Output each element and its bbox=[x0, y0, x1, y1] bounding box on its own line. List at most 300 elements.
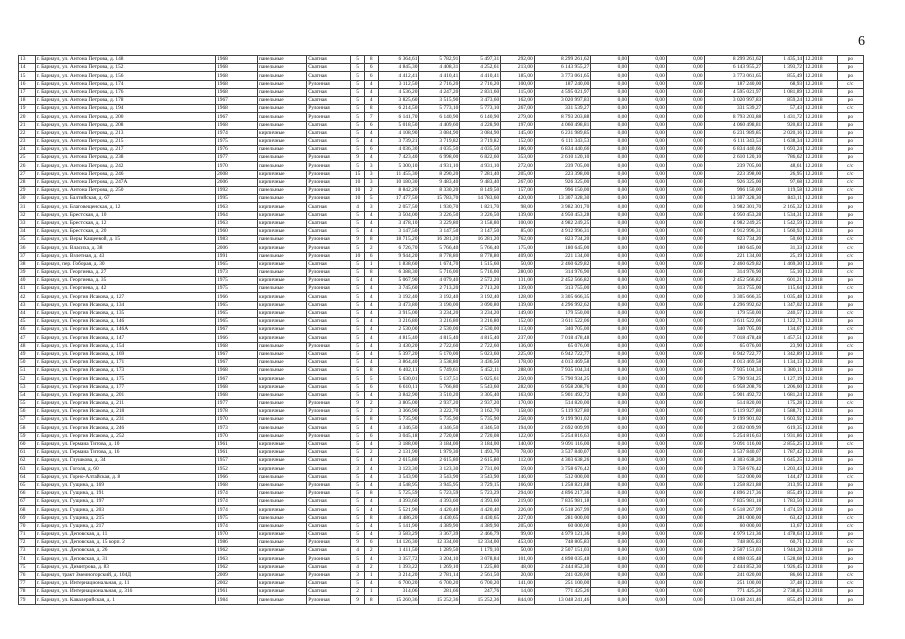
cell-fund-subsidy: 0,00 bbox=[591, 563, 629, 571]
cell-fund-method: ро bbox=[837, 113, 863, 121]
cell-deadline: 12.2018 bbox=[804, 72, 838, 80]
cell-budget-funds: 0,00 bbox=[629, 187, 667, 195]
cell-fund-subsidy: 0,00 bbox=[591, 367, 629, 375]
cell-floors: 5 bbox=[351, 211, 365, 219]
cell-floors: 4 bbox=[351, 563, 365, 571]
cell-roof-type: Скатная bbox=[307, 358, 351, 366]
cell-total-cost: 7 835 981,18 bbox=[534, 498, 591, 506]
cell-fund-method: ро bbox=[837, 293, 863, 301]
cell-total-cost: 4 896 217,36 bbox=[534, 489, 591, 497]
cell-row-number: 39 bbox=[19, 268, 36, 276]
cell-total-cost: 8 299 261,62 bbox=[534, 56, 591, 64]
cell-floors: 5 bbox=[351, 342, 365, 350]
cell-total-area: 2 131,90 bbox=[378, 449, 419, 457]
cell-owner-contributions: 4 303 638,26 bbox=[704, 457, 763, 465]
cell-entrances: 4 bbox=[364, 498, 378, 506]
cell-address: г. Барнаул, ул. Гоголя, д. 60 bbox=[35, 465, 215, 473]
cell-roof-type: Скатная bbox=[307, 465, 351, 473]
cell-roof-type: Скатная bbox=[307, 309, 351, 317]
cell-year-built: 1968 bbox=[216, 56, 258, 64]
cell-wall-material: кирпичные bbox=[258, 571, 307, 579]
cell-floors: 10 bbox=[351, 178, 365, 186]
cell-year-built: 1986 bbox=[216, 539, 258, 547]
cell-owner-funds: 0,00 bbox=[666, 539, 704, 547]
cell-fund-method: ро bbox=[837, 301, 863, 309]
cell-budget-funds: 0,00 bbox=[629, 219, 667, 227]
cell-living-area: 5 766,40 bbox=[419, 244, 460, 252]
cell-residents: 99,00 bbox=[501, 530, 535, 538]
cell-address: г. Барнаул, ул. Деповская, д. 11 bbox=[35, 530, 215, 538]
cell-owner-funds: 0,00 bbox=[666, 367, 704, 375]
cell-fund-subsidy: 0,00 bbox=[591, 588, 629, 596]
cell-budget-funds: 0,00 bbox=[629, 195, 667, 203]
cell-unit-cost: 48,61 bbox=[763, 162, 804, 170]
cell-living-area: 4 035,50 bbox=[419, 146, 460, 154]
cell-row-number: 37 bbox=[19, 252, 36, 260]
cell-wall-material: кирпичные bbox=[258, 203, 307, 211]
cell-owner-funds: 0,00 bbox=[666, 580, 704, 588]
cell-total-cost: 4 595 021,97 bbox=[534, 88, 591, 96]
cell-living-area: 16 281,20 bbox=[419, 236, 460, 244]
cell-total-cost: 6 958 208,76 bbox=[534, 383, 591, 391]
cell-year-built: 2006 bbox=[216, 244, 258, 252]
cell-residents: 185,00 bbox=[501, 72, 535, 80]
cell-budget-funds: 0,00 bbox=[629, 203, 667, 211]
cell-residents: 282,00 bbox=[501, 383, 535, 391]
cell-fund-subsidy: 0,00 bbox=[591, 277, 629, 285]
cell-living-area: 3 184,00 bbox=[419, 440, 460, 448]
cell-residential-area: 3 305,40 bbox=[460, 391, 501, 399]
cell-unit-cost: 37,48 bbox=[763, 580, 804, 588]
cell-deadline: 12.2018 bbox=[804, 277, 838, 285]
cell-total-area: 4 036,30 bbox=[378, 146, 419, 154]
cell-total-area: 18 715,20 bbox=[378, 236, 419, 244]
cell-total-area: 7 423,40 bbox=[378, 154, 419, 162]
cell-year-built: 1977 bbox=[216, 399, 258, 407]
table-row bbox=[19, 539, 864, 547]
cell-roof-type: Рулонная bbox=[307, 80, 351, 88]
cell-residents: 279,00 bbox=[501, 113, 535, 121]
cell-floors: 5 bbox=[351, 514, 365, 522]
cell-unit-cost: 1 206,60 bbox=[763, 383, 804, 391]
cell-residential-area: 5 735,90 bbox=[460, 416, 501, 424]
cell-total-area: 6 726,70 bbox=[378, 244, 419, 252]
cell-owner-contributions: 3 537 840,07 bbox=[704, 449, 763, 457]
cell-owner-funds: 0,00 bbox=[666, 498, 704, 506]
cell-total-cost: 9 091 116,00 bbox=[534, 440, 591, 448]
cell-row-number: 32 bbox=[19, 211, 36, 219]
cell-total-area: 6 214,50 bbox=[378, 105, 419, 113]
cell-fund-subsidy: 0,00 bbox=[591, 129, 629, 137]
cell-living-area: 2 937,20 bbox=[419, 399, 460, 407]
cell-owner-contributions: 221 134,00 bbox=[704, 252, 763, 260]
cell-wall-material: панельные bbox=[258, 64, 307, 72]
cell-total-cost: 4 912 996,31 bbox=[534, 227, 591, 235]
cell-floors: 5 bbox=[351, 383, 365, 391]
cell-entrances: 4 bbox=[364, 465, 378, 473]
cell-total-area: 3 430,20 bbox=[378, 342, 419, 350]
cell-floors: 5 bbox=[351, 129, 365, 137]
cell-floors: 5 bbox=[351, 358, 365, 366]
cell-total-area: 3 112,50 bbox=[378, 80, 419, 88]
cell-living-area: 3 147,50 bbox=[419, 227, 460, 235]
table-row bbox=[19, 580, 864, 588]
cell-living-area: 8 330,20 bbox=[419, 187, 460, 195]
cell-owner-funds: 0,00 bbox=[666, 219, 704, 227]
cell-roof-type: Рулонная bbox=[307, 408, 351, 416]
cell-total-area: 3 357,72 bbox=[378, 555, 419, 563]
cell-deadline: 12.2018 bbox=[804, 596, 838, 604]
cell-roof-type: Скатная bbox=[307, 334, 351, 342]
cell-residential-area: 4 035,50 bbox=[460, 146, 501, 154]
cell-owner-funds: 0,00 bbox=[666, 244, 704, 252]
cell-unit-cost: 119,58 bbox=[763, 187, 804, 195]
cell-deadline: 12.2018 bbox=[804, 318, 838, 326]
cell-owner-funds: 0,00 bbox=[666, 350, 704, 358]
cell-residents: 288,00 bbox=[501, 367, 535, 375]
cell-total-cost: 5 790 934,25 bbox=[534, 375, 591, 383]
cell-fund-subsidy: 0,00 bbox=[591, 506, 629, 514]
cell-row-number: 26 bbox=[19, 162, 36, 170]
cell-floors: 5 bbox=[351, 80, 365, 88]
cell-fund-method: ро bbox=[837, 260, 863, 268]
cell-owner-funds: 0,00 bbox=[666, 236, 704, 244]
cell-wall-material: кирпичные bbox=[258, 547, 307, 555]
cell-address: г. Барнаул, ул. Георгия Исакова, д. 201 bbox=[35, 391, 215, 399]
cell-roof-type: Рулонная bbox=[307, 399, 351, 407]
cell-deadline: 12.2018 bbox=[804, 334, 838, 342]
cell-total-cost: 4 013 469,58 bbox=[534, 358, 591, 366]
cell-total-area: 4 815,40 bbox=[378, 334, 419, 342]
cell-wall-material: панельные bbox=[258, 96, 307, 104]
cell-fund-method: ро bbox=[837, 227, 863, 235]
cell-row-number: 44 bbox=[19, 309, 36, 317]
cell-residential-area: 6 822,60 bbox=[460, 154, 501, 162]
cell-residential-area: 1 821,70 bbox=[460, 203, 501, 211]
table-row bbox=[19, 326, 864, 334]
cell-budget-funds: 0,00 bbox=[629, 489, 667, 497]
cell-entrances: 4 bbox=[364, 555, 378, 563]
table-row bbox=[19, 113, 864, 121]
cell-entrances: 2 bbox=[364, 187, 378, 195]
cell-year-built: 1978 bbox=[216, 408, 258, 416]
cell-residents: 115,00 bbox=[501, 88, 535, 96]
cell-budget-funds: 0,00 bbox=[629, 563, 667, 571]
cell-total-cost: 239 705,00 bbox=[534, 162, 591, 170]
cell-fund-subsidy: 0,00 bbox=[591, 416, 629, 424]
cell-owner-contributions: 340 705,00 bbox=[704, 326, 763, 334]
cell-residents: 113,00 bbox=[501, 326, 535, 334]
cell-address: г. Барнаул, ул. Антона Петрова, д. 238 bbox=[35, 154, 215, 162]
cell-living-area: 3 226,50 bbox=[419, 211, 460, 219]
cell-residential-area: 3 192,40 bbox=[460, 293, 501, 301]
cell-total-area: 5 141,90 bbox=[378, 522, 419, 530]
cell-deadline: 12.2018 bbox=[804, 252, 838, 260]
cell-row-number: 53 bbox=[19, 383, 36, 391]
cell-owner-contributions: 223 398,00 bbox=[704, 170, 763, 178]
cell-unit-cost: 175,28 bbox=[763, 399, 804, 407]
cell-unit-cost: 1 393,72 bbox=[763, 64, 804, 72]
cell-entrances: 3 bbox=[364, 178, 378, 186]
cell-total-area: 3 188,00 bbox=[378, 440, 419, 448]
cell-living-area: 281,66 bbox=[419, 588, 460, 596]
cell-owner-funds: 0,00 bbox=[666, 121, 704, 129]
cell-entrances: 4 bbox=[364, 580, 378, 588]
cell-residential-area: 5 497,31 bbox=[460, 56, 501, 64]
cell-total-cost: 4 296 992,62 bbox=[534, 301, 591, 309]
cell-deadline: 12.2018 bbox=[804, 187, 838, 195]
cell-year-built: 1966 bbox=[216, 334, 258, 342]
cell-deadline: 12.2018 bbox=[804, 408, 838, 416]
cell-residential-area: 15 252,36 bbox=[460, 596, 501, 604]
cell-fund-method: ро bbox=[837, 563, 863, 571]
cell-deadline: 12.2018 bbox=[804, 522, 838, 530]
cell-total-area: 314,06 bbox=[378, 588, 419, 596]
cell-budget-funds: 0,00 bbox=[629, 260, 667, 268]
cell-wall-material: кирпичные bbox=[258, 530, 307, 538]
cell-address: г. Барнаул, ул. Взлетная, д. 43 bbox=[35, 252, 215, 260]
cell-address: г. Барнаул, ул. Глушкова, д. 34 bbox=[35, 457, 215, 465]
cell-total-area: 4 536,20 bbox=[378, 88, 419, 96]
cell-year-built: 1970 bbox=[216, 416, 258, 424]
cell-unit-cost: 843,11 bbox=[763, 195, 804, 203]
cell-total-area: 5 397,20 bbox=[378, 350, 419, 358]
cell-total-cost: 6 231 989,85 bbox=[534, 129, 591, 137]
table-row bbox=[19, 440, 864, 448]
cell-floors: 10 bbox=[351, 187, 365, 195]
cell-floors: 10 bbox=[351, 252, 365, 260]
cell-total-area: 3 045,18 bbox=[378, 432, 419, 440]
cell-roof-type: Рулонная bbox=[307, 481, 351, 489]
cell-floors: 5 bbox=[351, 449, 365, 457]
cell-address: г. Барнаул, ул. Георгия Исакова, д. 134 bbox=[35, 301, 215, 309]
cell-total-cost: 5 254 816,63 bbox=[534, 432, 591, 440]
cell-entrances: 3 bbox=[364, 162, 378, 170]
table-row bbox=[19, 424, 864, 432]
cell-fund-subsidy: 0,00 bbox=[591, 146, 629, 154]
cell-living-area: 4 079,40 bbox=[419, 277, 460, 285]
cell-living-area: 3 945,95 bbox=[419, 481, 460, 489]
cell-owner-contributions: 5 119 927,80 bbox=[704, 408, 763, 416]
cell-living-area: 3 123,30 bbox=[419, 465, 460, 473]
cell-residential-area: 2 716,20 bbox=[460, 80, 501, 88]
cell-roof-type: Скатная bbox=[307, 260, 351, 268]
cell-unit-cost: 1 134,13 bbox=[763, 358, 804, 366]
cell-budget-funds: 0,00 bbox=[629, 178, 667, 186]
table-row bbox=[19, 342, 864, 350]
cell-fund-method: ро bbox=[837, 530, 863, 538]
cell-roof-type: Скатная bbox=[307, 563, 351, 571]
cell-owner-funds: 0,00 bbox=[666, 473, 704, 481]
cell-row-number: 42 bbox=[19, 293, 36, 301]
cell-total-area: 3 739,21 bbox=[378, 137, 419, 145]
cell-total-cost: 241 020,00 bbox=[534, 571, 591, 579]
cell-year-built: 1968 bbox=[216, 72, 258, 80]
cell-roof-type: Скатная bbox=[307, 129, 351, 137]
cell-year-built: 1973 bbox=[216, 424, 258, 432]
table-row bbox=[19, 588, 864, 596]
cell-address: г. Барнаул, ул. Георгия Исакова, д. 231 bbox=[35, 416, 215, 424]
cell-living-area: 6 700,20 bbox=[419, 580, 460, 588]
cell-living-area: 5 735,90 bbox=[419, 416, 460, 424]
cell-total-area: 17 477,50 bbox=[378, 195, 419, 203]
table-row bbox=[19, 571, 864, 579]
cell-residents: 267,00 bbox=[501, 105, 535, 113]
cell-deadline: 12.2018 bbox=[804, 489, 838, 497]
cell-living-area: 4 408,31 bbox=[419, 64, 460, 72]
cell-residential-area: 3 084,90 bbox=[460, 129, 501, 137]
cell-owner-contributions: 3 758 676,42 bbox=[704, 465, 763, 473]
cell-year-built: 1964 bbox=[216, 211, 258, 219]
cell-wall-material: кирпичные bbox=[258, 277, 307, 285]
cell-residential-area: 5 723,29 bbox=[460, 489, 501, 497]
cell-wall-material: панельные bbox=[258, 358, 307, 366]
cell-wall-material: панельные bbox=[258, 236, 307, 244]
cell-residents: 157,00 bbox=[501, 187, 535, 195]
cell-budget-funds: 0,00 bbox=[629, 72, 667, 80]
cell-fund-subsidy: 0,00 bbox=[591, 432, 629, 440]
cell-floors: 15 bbox=[351, 170, 365, 178]
table-row bbox=[19, 391, 864, 399]
cell-roof-type: Скатная bbox=[307, 473, 351, 481]
cell-total-area: 4 108,90 bbox=[378, 129, 419, 137]
cell-fund-method: с/с bbox=[837, 440, 863, 448]
cell-roof-type: Скатная bbox=[307, 318, 351, 326]
cell-fund-subsidy: 0,00 bbox=[591, 391, 629, 399]
cell-owner-contributions: 5 901 492,72 bbox=[704, 391, 763, 399]
cell-deadline: 12.2018 bbox=[804, 449, 838, 457]
cell-living-area: 4 420,40 bbox=[419, 506, 460, 514]
cell-fund-method: с/с bbox=[837, 80, 863, 88]
cell-unit-cost: 313,95 bbox=[763, 481, 804, 489]
cell-residents: 48,00 bbox=[501, 563, 535, 571]
cell-total-area: 5 725,59 bbox=[378, 489, 419, 497]
cell-address: г. Барнаул, ул. Георгиева, д. 27 bbox=[35, 268, 215, 276]
table-row bbox=[19, 285, 864, 293]
cell-row-number: 65 bbox=[19, 481, 36, 489]
cell-owner-contributions: 331 539,27 bbox=[704, 105, 763, 113]
cell-living-area: 1 979,30 bbox=[419, 449, 460, 457]
cell-row-number: 62 bbox=[19, 457, 36, 465]
cell-owner-contributions: 9 199 901,02 bbox=[704, 416, 763, 424]
cell-address: г. Барнаул, ул. Гущина, д. 203 bbox=[35, 506, 215, 514]
cell-residents: 219,00 bbox=[501, 498, 535, 506]
cell-owner-funds: 0,00 bbox=[666, 318, 704, 326]
cell-owner-contributions: 6 942 722,77 bbox=[704, 350, 763, 358]
cell-unit-cost: 97,68 bbox=[763, 178, 804, 186]
cell-wall-material: кирпичные bbox=[258, 588, 307, 596]
cell-unit-cost: 1 693,24 bbox=[763, 146, 804, 154]
cell-year-built: 1968 bbox=[216, 367, 258, 375]
cell-deadline: 12.2018 bbox=[804, 301, 838, 309]
cell-roof-type: Рулонная bbox=[307, 178, 351, 186]
cell-total-area: 5 630,01 bbox=[378, 375, 419, 383]
cell-deadline: 12.2018 bbox=[804, 358, 838, 366]
cell-address: г. Барнаул, пер. Гоборая, д. 30 bbox=[35, 260, 215, 268]
cell-total-area: 1 411,50 bbox=[378, 547, 419, 555]
cell-owner-funds: 0,00 bbox=[666, 113, 704, 121]
cell-fund-subsidy: 0,00 bbox=[591, 252, 629, 260]
cell-address: г. Барнаул, ул. Георгия Исакова, д. 127 bbox=[35, 293, 215, 301]
cell-residents: 85,00 bbox=[501, 227, 535, 235]
cell-unit-cost: 2 855,25 bbox=[763, 440, 804, 448]
cell-budget-funds: 0,00 bbox=[629, 571, 667, 579]
cell-total-cost: 926 325,00 bbox=[534, 178, 591, 186]
cell-budget-funds: 0,00 bbox=[629, 137, 667, 145]
cell-year-built: 1961 bbox=[216, 449, 258, 457]
cell-floors: 5 bbox=[351, 522, 365, 530]
cell-budget-funds: 0,00 bbox=[629, 170, 667, 178]
cell-row-number: 38 bbox=[19, 260, 36, 268]
cell-address: г. Барнаул, ул. Димитрова, д. 83 bbox=[35, 563, 215, 571]
table-row bbox=[19, 465, 864, 473]
cell-wall-material: панельные bbox=[258, 522, 307, 530]
cell-wall-material: панельные bbox=[258, 162, 307, 170]
cell-living-area: 5 773,10 bbox=[419, 105, 460, 113]
cell-residents: 178,00 bbox=[501, 358, 535, 366]
cell-total-area: 6 141,70 bbox=[378, 113, 419, 121]
cell-residential-area: 4 346,50 bbox=[460, 424, 501, 432]
cell-floors: 9 bbox=[351, 539, 365, 547]
cell-fund-method: с/с bbox=[837, 170, 863, 178]
cell-unit-cost: 240,57 bbox=[763, 309, 804, 317]
cell-fund-subsidy: 0,00 bbox=[591, 473, 629, 481]
cell-wall-material: кирпичные bbox=[258, 129, 307, 137]
cell-roof-type: Скатная bbox=[307, 588, 351, 596]
cell-year-built: 1960 bbox=[216, 227, 258, 235]
cell-roof-type: Скатная bbox=[307, 580, 351, 588]
cell-row-number: 29 bbox=[19, 187, 36, 195]
cell-floors: 5 bbox=[351, 309, 365, 317]
cell-year-built: 1965 bbox=[216, 260, 258, 268]
cell-unit-cost: 13,67 bbox=[763, 522, 804, 530]
cell-owner-funds: 0,00 bbox=[666, 162, 704, 170]
cell-fund-subsidy: 0,00 bbox=[591, 408, 629, 416]
cell-entrances: 4 bbox=[364, 522, 378, 530]
cell-unit-cost: 2 738,85 bbox=[763, 588, 804, 596]
cell-year-built: 1967 bbox=[216, 375, 258, 383]
cell-owner-funds: 0,00 bbox=[666, 465, 704, 473]
cell-year-built: 1968 bbox=[216, 64, 258, 72]
cell-owner-contributions: 2 610 120,10 bbox=[704, 154, 763, 162]
table-row bbox=[19, 137, 864, 145]
cell-roof-type: Скатная bbox=[307, 211, 351, 219]
cell-budget-funds: 0,00 bbox=[629, 457, 667, 465]
cell-address: г. Барнаул, ул. Антона Петрова, д. 213 bbox=[35, 129, 215, 137]
cell-entrances: 4 bbox=[364, 530, 378, 538]
table-row bbox=[19, 596, 864, 604]
cell-residential-area: 2 937,20 bbox=[460, 399, 501, 407]
cell-entrances: 4 bbox=[364, 285, 378, 293]
cell-entrances: 4 bbox=[364, 342, 378, 350]
cell-owner-contributions: 4 060 498,81 bbox=[704, 121, 763, 129]
cell-owner-funds: 0,00 bbox=[666, 56, 704, 64]
cell-wall-material: панельные bbox=[258, 285, 307, 293]
table-row bbox=[19, 80, 864, 88]
cell-living-area: 4 409,60 bbox=[419, 121, 460, 129]
cell-row-number: 72 bbox=[19, 539, 36, 547]
cell-residential-area: 3 719,82 bbox=[460, 137, 501, 145]
cell-fund-method: ро bbox=[837, 424, 863, 432]
cell-entrances: 4 bbox=[364, 88, 378, 96]
cell-year-built: 1966 bbox=[216, 473, 258, 481]
cell-row-number: 40 bbox=[19, 277, 36, 285]
table-row bbox=[19, 178, 864, 186]
cell-total-cost: 1 258 821,88 bbox=[534, 481, 591, 489]
cell-residents: 420,00 bbox=[501, 195, 535, 203]
cell-residents: 175,00 bbox=[501, 244, 535, 252]
cell-owner-contributions: 4 013 469,58 bbox=[704, 358, 763, 366]
